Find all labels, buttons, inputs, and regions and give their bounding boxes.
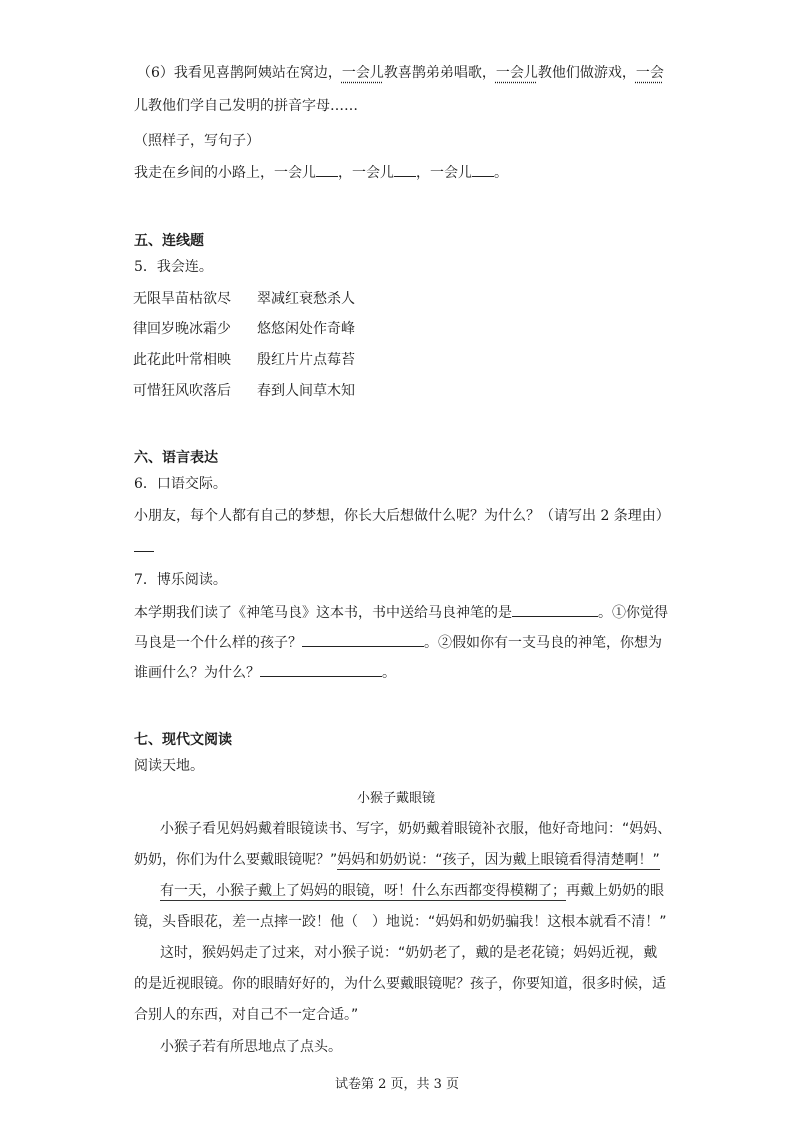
story-line: 的是近视眼镜。你的眼睛好好的，为什么要戴眼镜呢？孩子，你要知道，很多时候，适 [134, 976, 666, 992]
text: 。 [494, 165, 508, 181]
section-heading: 六、语言表达 [134, 450, 218, 466]
story-title: 小猴子戴眼镜 [357, 791, 436, 806]
question-label: 阅读天地。 [134, 758, 204, 774]
q4-sentence [134, 162, 508, 182]
match-left-item[interactable]: 此花此叶常相映 [133, 352, 231, 368]
q7-line3 [134, 662, 396, 682]
q7-line1 [134, 602, 668, 622]
match-right-item[interactable]: 翠减红衰愁杀人 [257, 291, 355, 307]
text: 马良是一个什么样的孩子？ [134, 635, 302, 651]
story-line [134, 849, 660, 869]
underlined-sentence: 妈妈和奶奶说：“孩子，因为戴上眼镜看得清楚啊！” [337, 852, 660, 868]
text: 谁画什么？为什么？ [134, 665, 260, 681]
text: 教他们做游戏， [537, 65, 636, 81]
q4-instruction: （照样子，写句子） [134, 133, 260, 149]
match-left-item[interactable]: 可惜狂风吹落后 [133, 383, 231, 399]
match-right-item[interactable]: 殷红片片点莓苔 [257, 352, 355, 368]
question-label: 7．博乐阅读。 [134, 572, 227, 588]
underlined-sentence: 有一天，小猴子戴上了妈妈的眼镜，呀！什么东西都变得模糊了； [160, 883, 566, 899]
answer-blank[interactable] [260, 662, 382, 677]
text: 我走在乡间的小路上，一会儿 [134, 165, 316, 181]
text: 教喜鹊弟弟唱歌， [383, 65, 496, 81]
match-left-item[interactable]: 无限旱苗枯欲尽 [133, 291, 231, 307]
q7-line2 [134, 632, 662, 652]
text: ，一会儿 [416, 165, 472, 181]
match-right-item[interactable]: 春到人间草木知 [257, 383, 355, 399]
match-right-item[interactable]: 悠悠闲处作奇峰 [257, 321, 355, 337]
dotted-phrase: 一会 [635, 65, 664, 81]
story-line: 镜，头昏眼花，差一点摔一跤！他（ ）地说：“妈妈和奶奶骗我！这根本就看不清！” [134, 914, 667, 930]
section-heading: 七、现代文阅读 [134, 732, 232, 748]
answer-blank[interactable] [302, 632, 424, 647]
story-line [160, 880, 664, 900]
story-line: 合别人的东西，对自己不一定合适。” [134, 1007, 359, 1023]
q4-item6-line1 [137, 62, 664, 82]
text: 。 [382, 665, 396, 681]
text: ，一会儿 [338, 165, 394, 181]
text: 本学期我们读了《神笔马良》这本书，书中送给马良神笔的是 [134, 605, 512, 621]
text: 奶奶，你们为什么要戴眼镜呢？” [134, 852, 338, 868]
page-footer: 试卷第 2 页，共 3 页 [334, 1077, 460, 1092]
text: （6）我看见喜鹊阿姨站在窝边， [137, 65, 342, 81]
match-left-item[interactable]: 律回岁晚冰霜少 [133, 321, 231, 337]
answer-blank[interactable] [394, 162, 416, 177]
dotted-phrase: 一会儿 [341, 65, 384, 81]
story-line: 小猴子看见妈妈戴着眼镜读书、写字，奶奶戴着眼镜补衣服，他好奇地问：“妈妈、 [160, 821, 672, 837]
q4-item6-line2: 儿教他们学自己发明的拼音字母…… [134, 98, 358, 114]
question-label: 6．口语交际。 [134, 476, 227, 492]
answer-blank[interactable] [316, 162, 338, 177]
text: 。①你觉得 [598, 605, 668, 621]
text: 。②假如你有一支马良的神笔，你想为 [424, 635, 662, 651]
answer-blank[interactable] [134, 551, 154, 552]
q6-prompt: 小朋友，每个人都有自己的梦想，你长大后想做什么呢？为什么？（请写出 2 条理由） [134, 508, 670, 524]
story-line: 小猴子若有所思地点了点头。 [160, 1039, 342, 1055]
answer-blank[interactable] [512, 602, 598, 617]
story-line: 这时，猴妈妈走了过来，对小猴子说：“奶奶老了，戴的是老花镜；妈妈近视，戴 [160, 945, 658, 961]
section-heading: 五、连线题 [134, 233, 204, 249]
answer-blank[interactable] [472, 162, 494, 177]
dotted-phrase: 一会儿 [495, 65, 538, 81]
text: 再戴上奶奶的眼 [566, 883, 664, 899]
question-label: 5．我会连。 [134, 259, 213, 275]
